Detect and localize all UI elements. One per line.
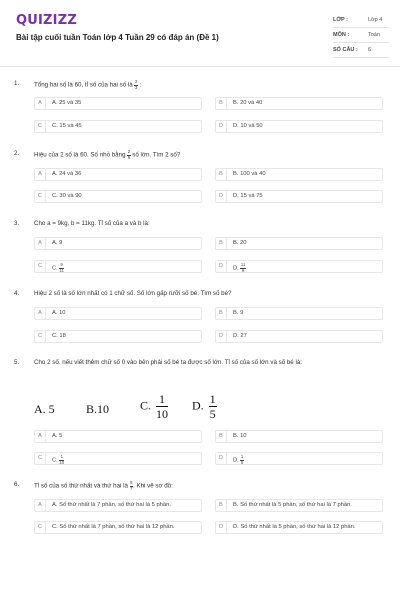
fraction-numerator: 2 bbox=[134, 79, 138, 84]
question-number: 2. bbox=[14, 150, 20, 157]
option-letter: D bbox=[216, 453, 227, 464]
q4-option-c[interactable] bbox=[34, 330, 202, 343]
option-text: C. Số thứ nhất là 7 phần, số thứ hai là 12 phần. bbox=[52, 524, 175, 530]
quizizz-logo: QUIZIZZ bbox=[16, 13, 77, 28]
fraction-denominator: 11 bbox=[59, 267, 64, 273]
fraction-denominator: 10 bbox=[156, 407, 169, 421]
option-letter: B bbox=[216, 431, 227, 442]
q1-option-b[interactable] bbox=[215, 97, 383, 110]
question-text bbox=[34, 150, 384, 160]
choice-prefix: D. bbox=[192, 398, 204, 413]
option-letter: D bbox=[216, 261, 227, 272]
q2-option-a[interactable] bbox=[34, 168, 202, 181]
option-text: B. Số thứ nhất là 5 phần, số thứ hai là 7 phần. bbox=[233, 502, 352, 508]
question-text-part: Tỉ số của số thứ nhất và thứ hai là bbox=[34, 482, 130, 490]
q2-option-b[interactable] bbox=[215, 168, 383, 181]
option-letter: A bbox=[35, 98, 46, 109]
question-text-part: . Khi vẽ sơ đồ: bbox=[133, 482, 173, 490]
q5-option-c[interactable] bbox=[34, 452, 202, 465]
q4-option-b[interactable] bbox=[215, 307, 383, 320]
option-text: A. 5 bbox=[52, 433, 63, 439]
fraction-denominator: 3 bbox=[134, 84, 138, 90]
option-text: D. 15 và 75 bbox=[233, 193, 263, 199]
option-letter: B bbox=[216, 169, 227, 180]
worksheet-header bbox=[0, 0, 400, 68]
q3-option-d[interactable] bbox=[215, 260, 383, 273]
question-number: 3. bbox=[14, 220, 20, 227]
fraction-denominator: 5 bbox=[127, 154, 131, 160]
choice-prefix: C. bbox=[140, 398, 152, 413]
fraction bbox=[240, 263, 245, 273]
q3-option-b[interactable] bbox=[215, 237, 383, 250]
q5-option-b[interactable] bbox=[215, 430, 383, 443]
fraction bbox=[240, 455, 243, 465]
option-letter: C bbox=[35, 331, 46, 342]
q1-option-a[interactable] bbox=[34, 97, 202, 110]
option-text: B. 100 và 40 bbox=[233, 171, 266, 177]
meta-row-subject bbox=[333, 29, 389, 43]
q5-image-choice-a: A. 5 bbox=[34, 402, 55, 416]
option-text: C. 18 bbox=[52, 333, 66, 339]
option-letter: D bbox=[216, 522, 227, 533]
option-text: A. 24 và 36 bbox=[52, 171, 82, 177]
fraction-denominator: 10 bbox=[59, 459, 65, 465]
meta-label: LỚP : bbox=[333, 17, 348, 23]
question-text-part: Hiệu của 2 số là 60. Số nhỏ bằng bbox=[34, 151, 128, 159]
fraction-numerator: 1 bbox=[156, 393, 168, 407]
fraction-denominator: 5 bbox=[240, 459, 244, 465]
meta-value: 6 bbox=[368, 47, 372, 53]
q3-option-a[interactable] bbox=[34, 237, 202, 250]
q6-option-c[interactable] bbox=[34, 521, 202, 534]
meta-value: Lớp 4 bbox=[368, 17, 383, 23]
option-letter: B bbox=[216, 308, 227, 319]
q6-option-b[interactable] bbox=[215, 499, 383, 512]
option-letter: B bbox=[216, 500, 227, 511]
q1-option-c[interactable] bbox=[34, 120, 202, 133]
meta-value: Toán bbox=[368, 32, 380, 38]
option-text: B. 10 bbox=[233, 433, 247, 439]
fraction-denominator: 9 bbox=[241, 267, 245, 273]
question-text: Cho a = 9kg, b = 11kg. Tỉ số của a và b là: bbox=[34, 220, 150, 227]
meta-row-grade bbox=[333, 14, 389, 28]
question-text-part: số lớn. Tìm 2 số? bbox=[130, 151, 181, 159]
question-number: 4. bbox=[14, 290, 20, 297]
fraction-numerator: 2 bbox=[127, 149, 131, 154]
q2-option-d[interactable] bbox=[215, 190, 383, 203]
fraction bbox=[59, 455, 64, 465]
option-letter: B bbox=[216, 98, 227, 109]
question-text-part: : bbox=[137, 81, 142, 89]
q1-option-d[interactable] bbox=[215, 120, 383, 133]
option-letter: D bbox=[216, 331, 227, 342]
fraction-denominator: 5 bbox=[209, 407, 216, 421]
fraction bbox=[209, 393, 217, 420]
worksheet-title: Bài tập cuối tuần Toán lớp 4 Tuần 29 có đáp án (Đề 1) bbox=[16, 33, 219, 42]
fraction-denominator: 7 bbox=[130, 485, 133, 491]
fraction-numerator: 1 bbox=[240, 454, 244, 459]
option-letter: D bbox=[216, 191, 227, 202]
question-number: 5. bbox=[14, 359, 20, 366]
option-text bbox=[52, 455, 64, 465]
q3-option-c[interactable] bbox=[34, 260, 202, 273]
option-text: A. 10 bbox=[52, 310, 66, 316]
option-text: B. 20 và 40 bbox=[233, 100, 263, 106]
option-text: C. 30 và 90 bbox=[52, 193, 82, 199]
option-prefix: D. bbox=[233, 457, 241, 464]
option-letter: A bbox=[35, 308, 46, 319]
q4-option-a[interactable] bbox=[34, 307, 202, 320]
q2-option-c[interactable] bbox=[34, 190, 202, 203]
question-text: Cho 2 số. nếu viết thêm chữ số 0 vào bên phải số bé ta được số lớn. Tỉ số của số lớn và số bé là: bbox=[34, 359, 302, 366]
question-number: 1. bbox=[14, 80, 20, 87]
q4-option-d[interactable] bbox=[215, 330, 383, 343]
fraction-numerator: 1 bbox=[209, 392, 216, 406]
option-text: A. 9 bbox=[52, 240, 63, 246]
option-text: C. 15 và 45 bbox=[52, 123, 82, 129]
question-text: Hiệu 2 số là số lớn nhất có 1 chữ số. Số lớn gấp rưỡi số bé. Tìm số bé? bbox=[34, 290, 232, 297]
header-divider bbox=[0, 66, 400, 67]
q5-image-choice-d bbox=[192, 393, 217, 420]
fraction-numerator: 1 bbox=[60, 454, 63, 459]
question-text bbox=[34, 80, 384, 90]
option-prefix: D. bbox=[233, 265, 241, 272]
fraction bbox=[156, 393, 168, 420]
option-letter: A bbox=[35, 500, 46, 511]
option-letter: A bbox=[35, 431, 46, 442]
meta-row-question-count bbox=[333, 44, 389, 58]
q6-option-d[interactable] bbox=[215, 521, 383, 534]
option-text: A. 25 và 35 bbox=[52, 100, 82, 106]
question-number: 6. bbox=[14, 481, 20, 488]
q6-option-a[interactable] bbox=[34, 499, 202, 512]
option-letter: D bbox=[216, 121, 227, 132]
option-letter: A bbox=[35, 169, 46, 180]
fraction-numerator: 11 bbox=[240, 262, 246, 267]
option-letter: C bbox=[35, 261, 46, 272]
meta-label: SỐ CÂU : bbox=[333, 47, 358, 53]
option-text: B. 9 bbox=[233, 310, 244, 316]
option-letter: B bbox=[216, 238, 227, 249]
option-text: D. Số thứ nhất là 5 phần, số thứ hai là 12 phần. bbox=[233, 524, 356, 530]
q5-image-choice-c bbox=[140, 393, 168, 420]
option-letter: C bbox=[35, 522, 46, 533]
option-text: B. 20 bbox=[233, 240, 247, 246]
fraction-numerator: 5 bbox=[130, 480, 133, 485]
option-letter: C bbox=[35, 121, 46, 132]
option-letter: C bbox=[35, 453, 46, 464]
option-letter: A bbox=[35, 238, 46, 249]
option-text: D. 27 bbox=[233, 333, 247, 339]
option-letter: C bbox=[35, 191, 46, 202]
q5-option-a[interactable] bbox=[34, 430, 202, 443]
q5-option-d[interactable] bbox=[215, 452, 383, 465]
question-text bbox=[34, 481, 384, 491]
option-text: A. Số thứ nhất là 7 phần, số thứ hai là 5 phần. bbox=[52, 502, 171, 508]
option-prefix: C. bbox=[52, 265, 60, 272]
fraction-numerator: 9 bbox=[60, 262, 63, 267]
fraction bbox=[59, 263, 63, 273]
option-text bbox=[233, 263, 246, 273]
option-text bbox=[233, 455, 244, 465]
option-prefix: C. bbox=[52, 457, 60, 464]
q5-image-choice-b: B.10 bbox=[86, 402, 110, 416]
option-text: D. 10 và 50 bbox=[233, 123, 263, 129]
question-text-part: Tổng hai số là 60, tỉ số của hai số là bbox=[34, 81, 135, 89]
option-text bbox=[52, 263, 64, 273]
meta-label: MÔN : bbox=[333, 32, 350, 38]
